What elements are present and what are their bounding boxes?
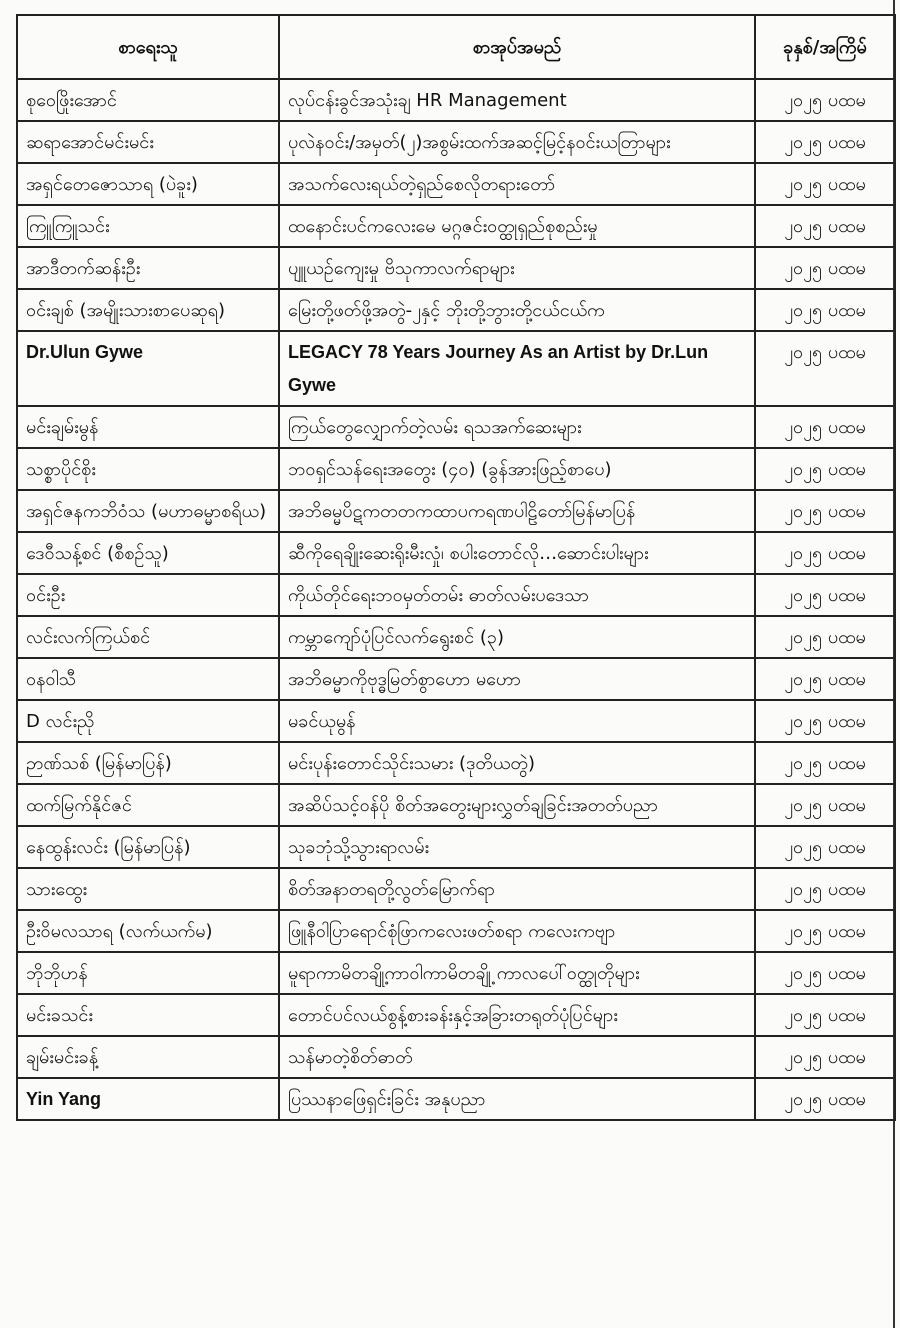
table-row — [17, 658, 895, 700]
table-row — [17, 868, 895, 910]
title-cell: မူရာကာမိတချို့ကာဝါကာမိတချို့ ကာလပေါ်ဝတ္ထုတိုများ — [279, 952, 755, 994]
author-cell: အရှင်ဇနကဘိဝံသ (မဟာဓမ္မာစရိယ) — [17, 490, 279, 532]
table-row — [17, 952, 895, 994]
table-row — [17, 331, 895, 406]
table-row — [17, 289, 895, 331]
table-row — [17, 826, 895, 868]
table-row — [17, 616, 895, 658]
edition-cell: ၂၀၂၅ ပထမ — [755, 121, 895, 163]
table-row — [17, 1036, 895, 1078]
title-cell: မြေးတို့ဖတ်ဖို့အတွဲ-၂နှင့် ဘိုးတို့ဘွားတို့ငယ်ငယ်က — [279, 289, 755, 331]
header-title: စာအုပ်အမည် — [279, 15, 755, 79]
edition-cell: ၂၀၂၅ ပထမ — [755, 742, 895, 784]
title-cell: ကြယ်တွေလျှောက်တဲ့လမ်း ရသအက်ဆေးများ — [279, 406, 755, 448]
title-cell: အဆိပ်သင့်ဝန်ပို စိတ်အတွေးများလွှတ်ချခြင်းအတတ်ပညာ — [279, 784, 755, 826]
author-cell: အာဒီတက်ဆန်းဦး — [17, 247, 279, 289]
edition-cell: ၂၀၂၅ ပထမ — [755, 1078, 895, 1120]
author-cell: ချမ်းမင်းခန့် — [17, 1036, 279, 1078]
title-cell: စိတ်အနာတရတို့လွတ်မြောက်ရာ — [279, 868, 755, 910]
author-cell: အရှင်တေဇောသာရ (ပဲခူး) — [17, 163, 279, 205]
title-cell: တောင်ပင်လယ်စွန့်စားခန်းနှင့်အခြားတရုတ်ပုံပြင်များ — [279, 994, 755, 1036]
table-row — [17, 121, 895, 163]
table-body — [17, 79, 895, 1120]
table-row — [17, 574, 895, 616]
edition-cell: ၂၀၂၅ ပထမ — [755, 868, 895, 910]
title-cell: အဘိဓမ္မာကိုဗုဒ္ဓမြတ်စွာဟော မဟော — [279, 658, 755, 700]
title-cell: ဘဝရှင်သန်ရေးအတွေး (၄၀) (ခွန်အားဖြည့်စာပေ) — [279, 448, 755, 490]
edition-cell: ၂၀၂၅ ပထမ — [755, 616, 895, 658]
edition-cell: ၂၀၂၅ ပထမ — [755, 331, 895, 406]
author-cell: သားထွေး — [17, 868, 279, 910]
edition-cell: ၂၀၂၅ ပထမ — [755, 1036, 895, 1078]
edition-cell: ၂၀၂၅ ပထမ — [755, 289, 895, 331]
table-row — [17, 79, 895, 121]
title-cell: သုခဘုံသို့သွားရာလမ်း — [279, 826, 755, 868]
title-cell: အဘိဓမ္မပိဋကတတကထာပကရဏပါဠိတော်မြန်မာပြန် — [279, 490, 755, 532]
edition-cell: ၂၀၂၅ ပထမ — [755, 826, 895, 868]
author-cell: မင်းချမ်းမွန် — [17, 406, 279, 448]
author-cell: ဝနဝါသီ — [17, 658, 279, 700]
table-row — [17, 247, 895, 289]
author-cell: မင်းခသင်း — [17, 994, 279, 1036]
edition-cell: ၂၀၂၅ ပထမ — [755, 490, 895, 532]
edition-cell: ၂၀၂၅ ပထမ — [755, 910, 895, 952]
title-cell: ဆီကိုရေချိုးဆေးရိုးမီးလှုံ၊ စပါးတောင်လို…ဆောင်းပါးများ — [279, 532, 755, 574]
title-cell: ထနောင်းပင်ကလေးမေ မဂ္ဂဇင်းဝတ္ထုရှည်စုစည်းမှု — [279, 205, 755, 247]
edition-cell: ၂၀၂၅ ပထမ — [755, 163, 895, 205]
table-row — [17, 742, 895, 784]
author-cell: စုဝေဖြိုးအောင် — [17, 79, 279, 121]
author-cell: D လင်းညို — [17, 700, 279, 742]
title-cell: လုပ်ငန်းခွင်အသုံးချ HR Management — [279, 79, 755, 121]
table-row — [17, 205, 895, 247]
table-row — [17, 448, 895, 490]
table-row — [17, 784, 895, 826]
edition-cell: ၂၀၂၅ ပထမ — [755, 658, 895, 700]
author-cell: Dr.Ulun Gywe — [17, 331, 279, 406]
table-row — [17, 406, 895, 448]
table-row — [17, 490, 895, 532]
title-cell: မင်းပုန်းတောင်သိုင်းသမား (ဒုတိယတွဲ) — [279, 742, 755, 784]
author-cell: နေထွန်းလင်း (မြန်မာပြန်) — [17, 826, 279, 868]
author-cell: ဒေဝီသန့်စင် (စီစဉ်သူ) — [17, 532, 279, 574]
author-cell: ထက်မြက်နိုင်ဇင် — [17, 784, 279, 826]
edition-cell: ၂၀၂၅ ပထမ — [755, 994, 895, 1036]
edition-cell: ၂၀၂၅ ပထမ — [755, 700, 895, 742]
edition-cell: ၂၀၂၅ ပထမ — [755, 784, 895, 826]
author-cell: ဉာဏ်သစ် (မြန်မာပြန်) — [17, 742, 279, 784]
table-row — [17, 994, 895, 1036]
edition-cell: ၂၀၂၅ ပထမ — [755, 205, 895, 247]
table-row — [17, 910, 895, 952]
book-list-table — [16, 14, 896, 1121]
header-author: စာရေးသူ — [17, 15, 279, 79]
table-header-row — [17, 15, 895, 79]
author-cell: လင်းလက်ကြယ်စင် — [17, 616, 279, 658]
title-cell: ဖြူနီဝါပြာရောင်စုံဖြာကလေးဖတ်စရာ ကလေးကဗျာ — [279, 910, 755, 952]
edition-cell: ၂၀၂၅ ပထမ — [755, 952, 895, 994]
table-row — [17, 700, 895, 742]
title-cell: မခင်ယုမွန် — [279, 700, 755, 742]
edition-cell: ၂၀၂၅ ပထမ — [755, 448, 895, 490]
edition-cell: ၂၀၂၅ ပထမ — [755, 79, 895, 121]
author-cell: Yin Yang — [17, 1078, 279, 1120]
author-cell: ဦးဝိမလသာရ (လက်ယက်မ) — [17, 910, 279, 952]
author-cell: ဝင်းဦး — [17, 574, 279, 616]
title-cell: LEGACY 78 Years Journey As an Artist by Dr.Lun Gywe — [279, 331, 755, 406]
title-cell: အသက်လေးရယ်တဲ့ရှည်စေလိုတရားတော် — [279, 163, 755, 205]
edition-cell: ၂၀၂၅ ပထမ — [755, 247, 895, 289]
author-cell: သစ္စာပိုင်စိုး — [17, 448, 279, 490]
edition-cell: ၂၀၂၅ ပထမ — [755, 574, 895, 616]
author-cell: ကြူကြူသင်း — [17, 205, 279, 247]
author-cell: ဆရာအောင်မင်းမင်း — [17, 121, 279, 163]
header-edition: ခုနှစ်/အကြိမ် — [755, 15, 895, 79]
edition-cell: ၂၀၂၅ ပထမ — [755, 406, 895, 448]
edition-cell: ၂၀၂၅ ပထမ — [755, 532, 895, 574]
title-cell: ကိုယ်တိုင်ရေးဘဝမှတ်တမ်း ဓာတ်လမ်းပဒေသာ — [279, 574, 755, 616]
table-row — [17, 1078, 895, 1120]
author-cell: ဘိုဘိုဟန် — [17, 952, 279, 994]
title-cell: ပျူယဉ်ကျေးမှု ဗိသုကာလက်ရာများ — [279, 247, 755, 289]
title-cell: ပုလဲနဝင်း/အမှတ်(၂)အစွမ်းထက်အဆင့်မြင့်နဝင်းယတြာများ — [279, 121, 755, 163]
title-cell: ပြဿနာဖြေရှင်းခြင်း အနုပညာ — [279, 1078, 755, 1120]
table-row — [17, 532, 895, 574]
title-cell: ကမ္ဘာကျော်ပုံပြင်လက်ရွေးစင် (၃) — [279, 616, 755, 658]
title-cell: သန်မာတဲ့စိတ်ဓာတ် — [279, 1036, 755, 1078]
author-cell: ဝင်းချစ် (အမျိုးသားစာပေဆုရ) — [17, 289, 279, 331]
table-row — [17, 163, 895, 205]
